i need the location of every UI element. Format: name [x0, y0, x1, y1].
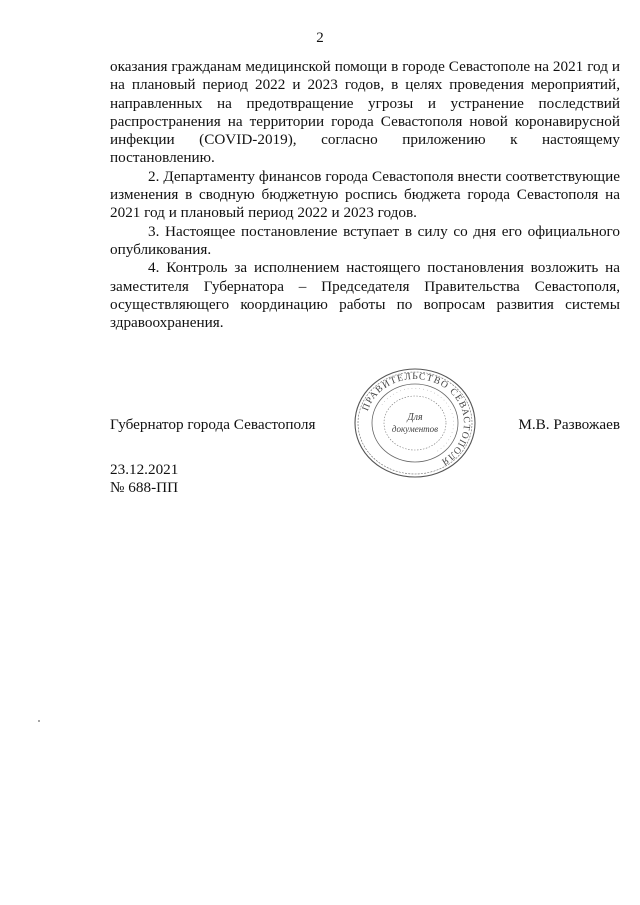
signatory-name: М.В. Развожаев — [518, 416, 620, 433]
signatory-position: Губернатор города Севастополя — [110, 416, 316, 433]
paragraph-item-4: 4. Контроль за исполнением настоящего постановления возложить на заместителя Губернатора – Председателя Правительства Севастополя, осуществляющего координацию работы по вопросам развития системы здравоохранения. — [110, 259, 620, 332]
seal-inner-line-1: Для — [407, 412, 423, 423]
paragraph-continuation: оказания гражданам медицинской помощи в городе Севастополе на 2021 год и на плановый период 2022 и 2023 годов, в целях проведения мероприятий, направленных на предотвращение угрозы и устранение последствий распространения на территории города Севастополя новой коронавирусной инфекции (COVID-2019), согласно приложению к настоящему постановлению. — [110, 58, 620, 167]
scan-speck — [38, 720, 40, 722]
document-number: № 688-ПП — [110, 479, 179, 496]
document-body — [110, 58, 620, 332]
document-date-number — [110, 461, 178, 497]
svg-text:· · · · · · · · · · · · · · ·: · · · · · · · · · · · · · · · · · · · · · · · · · · · · · · · · · · — [380, 386, 456, 453]
seal-inner-ring — [384, 396, 446, 450]
seal-outer-text: ПРАВИТЕЛЬСТВО СЕВАСТОПОЛЯ — [361, 371, 472, 467]
paragraph-item-2: 2. Департаменту финансов города Севастополя внести соответствующие изменения в сводную бюджетную роспись бюджета города Севастополя на 2021 год и плановый период 2022 и 2023 годов. — [110, 167, 620, 222]
page-number: 2 — [316, 30, 324, 46]
paragraph-item-3: 3. Настоящее постановление вступает в силу со дня его официального опубликования. — [110, 222, 620, 258]
seal-outer-ring — [355, 369, 475, 477]
document-date: 23.12.2021 — [110, 461, 179, 478]
seal-inner-line-2: документов — [391, 424, 439, 434]
official-seal — [352, 366, 478, 480]
